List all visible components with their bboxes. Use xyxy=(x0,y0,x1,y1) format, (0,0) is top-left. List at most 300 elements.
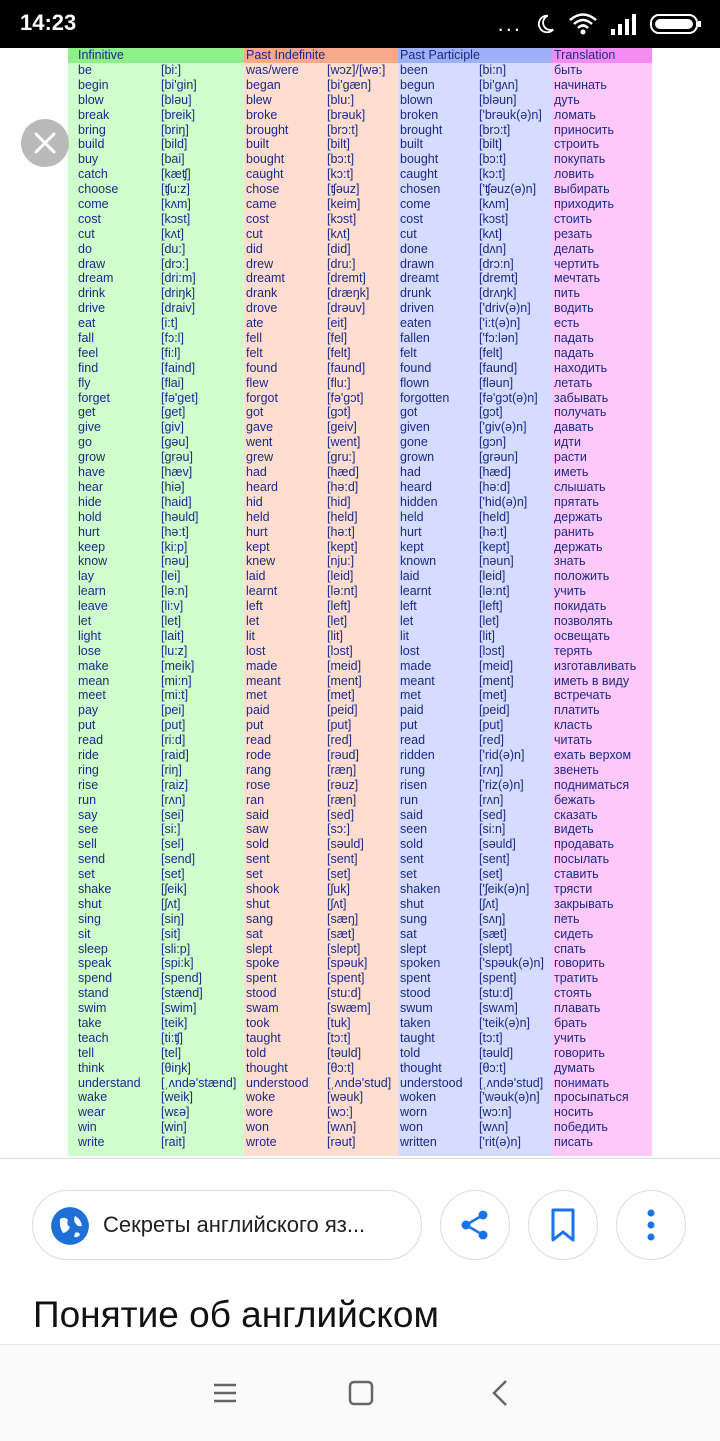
cell-past-indefinite: spoke xyxy=(246,956,280,971)
cell-past-indefinite-transcription: [put] xyxy=(327,718,352,733)
cell-past-participle: forgotten xyxy=(400,390,450,405)
cell-infinitive-transcription: [dri:m] xyxy=(161,271,196,286)
back-button[interactable] xyxy=(480,1373,520,1413)
cell-past-indefinite: rode xyxy=(246,747,272,762)
navigation-bar xyxy=(0,1344,720,1441)
cell-past-participle-transcription: [put] xyxy=(479,718,504,733)
table-row xyxy=(68,674,652,689)
image-viewer xyxy=(0,48,720,1158)
cell-past-indefinite: kept xyxy=(246,539,270,554)
cell-past-participle-transcription: [lɔst] xyxy=(479,643,505,658)
cell-past-indefinite: came xyxy=(246,197,277,212)
cell-past-indefinite-transcription: [eit] xyxy=(327,316,348,331)
cell-past-indefinite: bought xyxy=(246,152,285,167)
cell-infinitive-transcription: [həuld] xyxy=(161,509,199,524)
cell-past-indefinite: told xyxy=(246,1045,267,1060)
cell-past-participle: come xyxy=(400,197,431,212)
cell-past-indefinite: made xyxy=(246,658,278,673)
table-row xyxy=(68,1135,652,1150)
source-link[interactable] xyxy=(32,1190,422,1260)
cell-infinitive: hurt xyxy=(78,524,100,539)
cell-translation: покупать xyxy=(554,152,606,167)
cell-translation: говорить xyxy=(554,1045,605,1060)
cell-translation: читать xyxy=(554,733,592,748)
table-row xyxy=(68,316,652,331)
cell-translation: сказать xyxy=(554,807,598,822)
cell-past-participle: shaken xyxy=(400,881,441,896)
header-translation: Translation xyxy=(554,48,616,62)
table-row xyxy=(68,152,652,167)
cell-past-indefinite: woke xyxy=(246,1090,276,1105)
cell-past-participle-transcription: [swʌm] xyxy=(479,1001,518,1016)
table-row xyxy=(68,986,652,1001)
cell-past-participle-transcription: [bilt] xyxy=(479,137,502,152)
cell-past-participle-transcription: [rʌn] xyxy=(479,792,504,807)
cell-infinitive-transcription: [fi:l] xyxy=(161,345,181,360)
cell-past-participle-transcription: [kɔst] xyxy=(479,211,509,226)
table-row xyxy=(68,942,652,957)
cell-infinitive: cost xyxy=(78,211,101,226)
cell-translation: давать xyxy=(554,420,594,435)
cell-translation: чертить xyxy=(554,256,600,271)
cell-past-indefinite-transcription: [sæŋ] xyxy=(327,911,359,926)
table-row xyxy=(68,1046,652,1061)
cell-past-participle-transcription: [sæt] xyxy=(479,926,507,941)
bookmark-button[interactable] xyxy=(528,1190,598,1260)
table-row xyxy=(68,495,652,510)
cell-past-participle-transcription: [bi'gʌn] xyxy=(479,77,519,92)
cell-past-indefinite-transcription: [səuld] xyxy=(327,837,364,852)
cell-past-participle: hurt xyxy=(400,524,422,539)
cell-past-participle-transcription: [tɔ:t] xyxy=(479,1030,503,1045)
cell-translation: иметь в виду xyxy=(554,673,630,688)
cell-past-participle: felt xyxy=(400,345,417,360)
cell-translation: идти xyxy=(554,435,581,450)
cell-past-indefinite: set xyxy=(246,867,263,882)
cell-past-participle: laid xyxy=(400,569,420,584)
table-row xyxy=(68,1016,652,1031)
cell-infinitive: draw xyxy=(78,256,106,271)
cell-past-indefinite-transcription: [did] xyxy=(327,241,351,256)
cell-past-participle-transcription: ['fɔ:lən] xyxy=(479,331,519,346)
table-row xyxy=(68,510,652,525)
cell-infinitive-transcription: [rʌn] xyxy=(161,792,186,807)
table-row xyxy=(68,391,652,406)
table-row xyxy=(68,1061,652,1076)
cell-infinitive: sit xyxy=(78,926,91,941)
page-heading: Понятие об английском xyxy=(33,1294,439,1335)
cell-past-indefinite-transcription: [rəud] xyxy=(327,747,359,762)
table-row xyxy=(68,137,652,152)
cell-infinitive: stand xyxy=(78,986,109,1001)
table-row xyxy=(68,1031,652,1046)
cell-infinitive-transcription: [spend] xyxy=(161,971,203,986)
cell-past-participle-transcription: [rʌŋ] xyxy=(479,762,504,777)
cell-infinitive-transcription: [bi:] xyxy=(161,63,182,77)
cell-translation: ловить xyxy=(554,167,595,182)
cell-past-indefinite: brought xyxy=(246,122,289,137)
cell-translation: падать xyxy=(554,345,594,360)
cell-infinitive: see xyxy=(78,822,99,837)
cell-past-participle-transcription: [wʌn] xyxy=(479,1120,509,1135)
cell-past-participle-transcription: ['wəuk(ə)n] xyxy=(479,1090,540,1105)
cell-infinitive: let xyxy=(78,613,92,628)
cell-past-participle: meant xyxy=(400,673,435,688)
cell-infinitive-transcription: [pei] xyxy=(161,703,185,718)
cell-past-participle: gone xyxy=(400,435,428,450)
cell-past-indefinite: met xyxy=(246,688,267,703)
table-row xyxy=(68,1105,652,1120)
table-row xyxy=(68,852,652,867)
cell-infinitive: learn xyxy=(78,584,106,599)
cell-translation: выбирать xyxy=(554,182,610,197)
cell-past-indefinite-transcription: [ˌʌndə'stud] xyxy=(327,1075,392,1090)
cell-translation: дуть xyxy=(554,92,580,107)
cell-past-indefinite-transcription: [sed] xyxy=(327,807,355,822)
cell-translation: посылать xyxy=(554,852,610,867)
cell-past-indefinite-transcription: [spent] xyxy=(327,971,365,986)
cell-past-indefinite: won xyxy=(246,1120,269,1135)
cell-past-participle-transcription: [ment] xyxy=(479,673,514,688)
cell-translation: просыпаться xyxy=(554,1090,629,1105)
cell-translation: спать xyxy=(554,941,586,956)
cell-past-indefinite: paid xyxy=(246,703,270,718)
table-row xyxy=(68,867,652,882)
cell-infinitive: get xyxy=(78,405,96,420)
cell-past-indefinite-transcription: [set] xyxy=(327,867,351,882)
cell-translation: терять xyxy=(554,643,593,658)
cell-past-participle-transcription: [dʌn] xyxy=(479,241,507,256)
cell-past-indefinite: went xyxy=(246,435,273,450)
cell-past-indefinite: taught xyxy=(246,1030,281,1045)
cell-past-indefinite-transcription: [ʃuk] xyxy=(327,881,350,896)
cell-translation: держать xyxy=(554,539,603,554)
close-button[interactable] xyxy=(21,119,69,167)
cell-past-indefinite: blew xyxy=(246,92,272,107)
cell-past-indefinite-transcription: [stu:d] xyxy=(327,986,362,1001)
battery-icon xyxy=(650,13,702,35)
cell-past-participle-transcription: [fləun] xyxy=(479,375,514,390)
cell-past-participle-transcription: [hə:t] xyxy=(479,524,507,539)
cell-translation: делать xyxy=(554,241,595,256)
table-row xyxy=(68,331,652,346)
cell-translation: учить xyxy=(554,584,586,599)
cell-past-indefinite: read xyxy=(246,733,272,748)
cell-infinitive-transcription: [kʌm] xyxy=(161,197,191,212)
cell-translation: плавать xyxy=(554,1001,601,1016)
cell-infinitive: ring xyxy=(78,762,99,777)
cell-past-indefinite: did xyxy=(246,241,263,256)
cell-past-participle: rung xyxy=(400,762,426,777)
cell-past-participle-transcription: [peid] xyxy=(479,703,510,718)
cell-past-participle: said xyxy=(400,807,423,822)
cell-infinitive-transcription: [faind] xyxy=(161,360,196,375)
cell-past-participle-transcription: [faund] xyxy=(479,360,518,375)
cell-past-participle-transcription: ['teik(ə)n] xyxy=(479,1016,531,1030)
cell-infinitive: go xyxy=(78,435,92,450)
cell-past-indefinite-transcription: [lɔst] xyxy=(327,643,353,658)
cell-past-indefinite: forgot xyxy=(246,390,278,405)
table-row xyxy=(68,1090,652,1105)
cell-past-indefinite-transcription: [dræŋk] xyxy=(327,286,370,301)
cell-past-indefinite-transcription: [ment] xyxy=(327,673,362,688)
table-row xyxy=(68,882,652,897)
cell-translation: иметь xyxy=(554,465,589,480)
cell-infinitive: meet xyxy=(78,688,106,703)
cell-infinitive: run xyxy=(78,792,97,807)
table-row xyxy=(68,629,652,644)
cell-past-participle-transcription: [gɔt] xyxy=(479,405,503,420)
cell-infinitive: grow xyxy=(78,450,106,465)
cell-past-indefinite: was/were xyxy=(246,63,299,77)
cell-past-participle-transcription: [lə:nt] xyxy=(479,584,510,599)
cell-past-indefinite: began xyxy=(246,77,281,92)
cell-translation: стоить xyxy=(554,211,593,226)
cell-past-indefinite-transcription: [wɔ:] xyxy=(327,1105,353,1120)
cell-past-participle: done xyxy=(400,241,428,256)
cell-infinitive: write xyxy=(78,1135,105,1150)
cell-infinitive: have xyxy=(78,465,106,480)
back-icon xyxy=(490,1379,510,1407)
cell-past-participle-transcription: [kept] xyxy=(479,539,510,554)
table-row xyxy=(68,405,652,420)
cell-past-indefinite-transcription: [sɔ:] xyxy=(327,822,350,837)
cell-past-indefinite-transcription: [gru:] xyxy=(327,450,356,465)
cell-past-participle-transcription: [drɔ:n] xyxy=(479,256,514,271)
cell-past-participle: cost xyxy=(400,211,423,226)
cell-past-indefinite-transcription: [dremt] xyxy=(327,271,366,286)
home-button[interactable] xyxy=(341,1373,381,1413)
cell-past-indefinite-transcription: [ʃʌt] xyxy=(327,896,347,911)
table-row xyxy=(68,361,652,376)
cell-past-indefinite-transcription: [lə:nt] xyxy=(327,584,358,599)
home-icon xyxy=(348,1380,374,1406)
cell-past-indefinite: wrote xyxy=(246,1135,277,1150)
cell-past-participle: sent xyxy=(400,852,424,867)
cell-past-indefinite-transcription: [hid] xyxy=(327,494,351,509)
cell-past-indefinite-transcription: [rəuz] xyxy=(327,777,359,792)
cell-infinitive-transcription: [briŋ] xyxy=(161,122,189,137)
cell-past-participle: lost xyxy=(400,643,420,658)
cell-infinitive-transcription: [kæʧ] xyxy=(161,167,191,182)
cell-infinitive: do xyxy=(78,241,92,256)
cell-translation: водить xyxy=(554,301,594,316)
cell-past-indefinite-transcription: [kʌt] xyxy=(327,226,350,241)
cell-past-participle: sat xyxy=(400,926,417,941)
table-row xyxy=(68,971,652,986)
cell-past-indefinite: hurt xyxy=(246,524,268,539)
cell-translation: летать xyxy=(554,375,593,390)
cell-translation: получать xyxy=(554,405,607,420)
table-row xyxy=(68,167,652,182)
cell-past-indefinite: rose xyxy=(246,777,271,792)
cell-past-participle: set xyxy=(400,867,417,882)
cell-past-participle-transcription: ['ʃeik(ə)n] xyxy=(479,881,530,896)
cell-translation: прятать xyxy=(554,494,599,509)
source-title: Секреты английского яз... xyxy=(103,1212,366,1237)
cell-past-participle-transcription: [təuld] xyxy=(479,1045,514,1060)
cell-past-participle-transcription: [set] xyxy=(479,867,503,882)
cell-translation: сидеть xyxy=(554,926,594,941)
menu-button[interactable] xyxy=(205,1373,245,1413)
cell-past-indefinite: slept xyxy=(246,941,273,956)
cell-infinitive: think xyxy=(78,1060,105,1075)
table-row xyxy=(68,420,652,435)
cell-past-participle: begun xyxy=(400,77,435,92)
cell-translation: слышать xyxy=(554,479,606,494)
cell-past-indefinite: found xyxy=(246,360,278,375)
cell-infinitive-transcription: [draiv] xyxy=(161,301,196,316)
cell-past-participle: shut xyxy=(400,896,424,911)
cell-past-participle-transcription: [nəun] xyxy=(479,554,514,569)
cell-past-participle-transcription: [stu:d] xyxy=(479,986,514,1001)
cell-infinitive-transcription: [lei] xyxy=(161,569,181,584)
cell-past-indefinite-transcription: [held] xyxy=(327,509,358,524)
table-row xyxy=(68,748,652,763)
cell-infinitive-transcription: [li:v] xyxy=(161,599,184,614)
cell-infinitive-transcription: [ri:d] xyxy=(161,733,186,748)
table-row xyxy=(68,525,652,540)
cell-infinitive: give xyxy=(78,420,101,435)
cell-past-participle: sold xyxy=(400,837,423,852)
cell-past-indefinite: broke xyxy=(246,107,278,122)
cell-past-participle: seen xyxy=(400,822,428,837)
cell-infinitive: spend xyxy=(78,971,113,986)
cell-translation: держать xyxy=(554,509,603,524)
table-row xyxy=(68,376,652,391)
globe-icon xyxy=(51,1207,89,1245)
cell-infinitive: break xyxy=(78,107,110,122)
cell-infinitive: find xyxy=(78,360,99,375)
cell-infinitive: hold xyxy=(78,509,102,524)
cell-past-indefinite: ate xyxy=(246,316,264,331)
cell-translation: освещать xyxy=(554,628,610,643)
cell-infinitive: lose xyxy=(78,643,101,658)
table-row xyxy=(68,808,652,823)
cell-past-indefinite: thought xyxy=(246,1060,288,1075)
table-row xyxy=(68,599,652,614)
cell-past-indefinite: caught xyxy=(246,167,284,182)
cell-past-participle-transcription: [held] xyxy=(479,509,510,524)
cell-translation: приносить xyxy=(554,122,615,137)
cell-past-participle-transcription: [spent] xyxy=(479,971,517,986)
cell-past-participle: flown xyxy=(400,375,430,390)
cell-translation: изготавливать xyxy=(554,658,637,673)
cell-past-indefinite-transcription: [kɔst] xyxy=(327,211,357,226)
cell-past-indefinite: hid xyxy=(246,494,263,509)
cell-translation: встречать xyxy=(554,688,612,703)
cell-translation: есть xyxy=(554,316,580,331)
cell-past-indefinite: sold xyxy=(246,837,269,852)
table-row xyxy=(68,927,652,942)
cell-past-participle-transcription: [kɔ:t] xyxy=(479,167,506,182)
cell-past-indefinite: cost xyxy=(246,211,269,226)
cell-infinitive-transcription: [giv] xyxy=(161,420,184,435)
cell-past-indefinite-transcription: [nju:] xyxy=(327,554,355,569)
cell-infinitive-transcription: [raid] xyxy=(161,747,189,762)
cell-infinitive: swim xyxy=(78,1001,107,1016)
cell-infinitive: begin xyxy=(78,77,109,92)
cell-infinitive-transcription: [sli:p] xyxy=(161,941,191,956)
cell-past-participle: found xyxy=(400,360,432,375)
cell-past-indefinite: built xyxy=(246,137,269,152)
cell-infinitive-transcription: [ˌʌndə'stænd] xyxy=(161,1075,237,1090)
cell-past-participle-transcription: [gɔn] xyxy=(479,435,507,450)
cell-past-participle-transcription: [wɔ:n] xyxy=(479,1105,512,1120)
cell-infinitive: sing xyxy=(78,911,101,926)
table-row xyxy=(68,271,652,286)
cell-past-indefinite: left xyxy=(246,599,263,614)
cell-translation: бежать xyxy=(554,792,596,807)
table-row xyxy=(68,346,652,361)
share-button[interactable] xyxy=(440,1190,510,1260)
table-row xyxy=(68,540,652,555)
cell-past-participle: heard xyxy=(400,479,432,494)
cell-infinitive-transcription: [breik] xyxy=(161,107,196,122)
table-row xyxy=(68,554,652,569)
cell-past-indefinite: gave xyxy=(246,420,274,435)
cell-translation: ехать верхом xyxy=(554,747,632,762)
cell-infinitive-transcription: [driŋk] xyxy=(161,286,196,301)
cell-past-participle-transcription: [bi:n] xyxy=(479,63,507,77)
cell-infinitive-transcription: [tel] xyxy=(161,1045,182,1060)
table-row xyxy=(68,956,652,971)
cell-past-participle-transcription: ['rid(ə)n] xyxy=(479,747,525,762)
cell-infinitive-transcription: [bləu] xyxy=(161,92,192,107)
cell-past-participle: slept xyxy=(400,941,427,956)
cell-past-participle: driven xyxy=(400,301,435,316)
table-row xyxy=(68,78,652,93)
cell-translation: положить xyxy=(554,569,610,584)
cell-infinitive-transcription: [ʃeik] xyxy=(161,881,187,896)
table-row xyxy=(68,227,652,242)
cell-infinitive: sleep xyxy=(78,941,108,956)
table-row xyxy=(68,182,652,197)
cell-infinitive-transcription: [fɔ:l] xyxy=(161,331,184,346)
cell-translation: ломать xyxy=(554,107,596,122)
cell-infinitive-transcription: [hæv] xyxy=(161,465,193,480)
cell-translation: начинать xyxy=(554,77,607,92)
cell-infinitive: keep xyxy=(78,539,106,554)
cell-past-indefinite: laid xyxy=(246,569,266,584)
cell-infinitive-transcription: [weik] xyxy=(161,1090,193,1105)
table-row xyxy=(68,793,652,808)
cell-past-indefinite: got xyxy=(246,405,264,420)
cell-past-indefinite-transcription: [ʧəuz] xyxy=(327,182,360,197)
cell-infinitive: mean xyxy=(78,673,110,688)
cell-past-indefinite-transcription: [gɔt] xyxy=(327,405,351,420)
cell-past-indefinite: heard xyxy=(246,479,278,494)
cell-infinitive: build xyxy=(78,137,105,152)
cell-infinitive: light xyxy=(78,628,101,643)
more-options-button[interactable] xyxy=(616,1190,686,1260)
cell-past-indefinite-transcription: [went] xyxy=(327,435,361,450)
cell-past-participle: paid xyxy=(400,703,424,718)
cell-past-participle: known xyxy=(400,554,437,569)
table-row xyxy=(68,1120,652,1135)
cell-past-indefinite-transcription: [geiv] xyxy=(327,420,357,435)
cell-past-indefinite: fell xyxy=(246,331,262,346)
cell-infinitive: hide xyxy=(78,494,102,509)
cell-translation: закрывать xyxy=(554,896,614,911)
more-vertical-icon xyxy=(646,1208,656,1242)
table-row xyxy=(68,644,652,659)
cell-past-participle-transcription: [kʌm] xyxy=(479,197,509,212)
cell-infinitive-transcription: [nəu] xyxy=(161,554,189,569)
cell-past-indefinite: learnt xyxy=(246,584,278,599)
cell-past-indefinite: drew xyxy=(246,256,274,271)
cell-infinitive: teach xyxy=(78,1030,109,1045)
